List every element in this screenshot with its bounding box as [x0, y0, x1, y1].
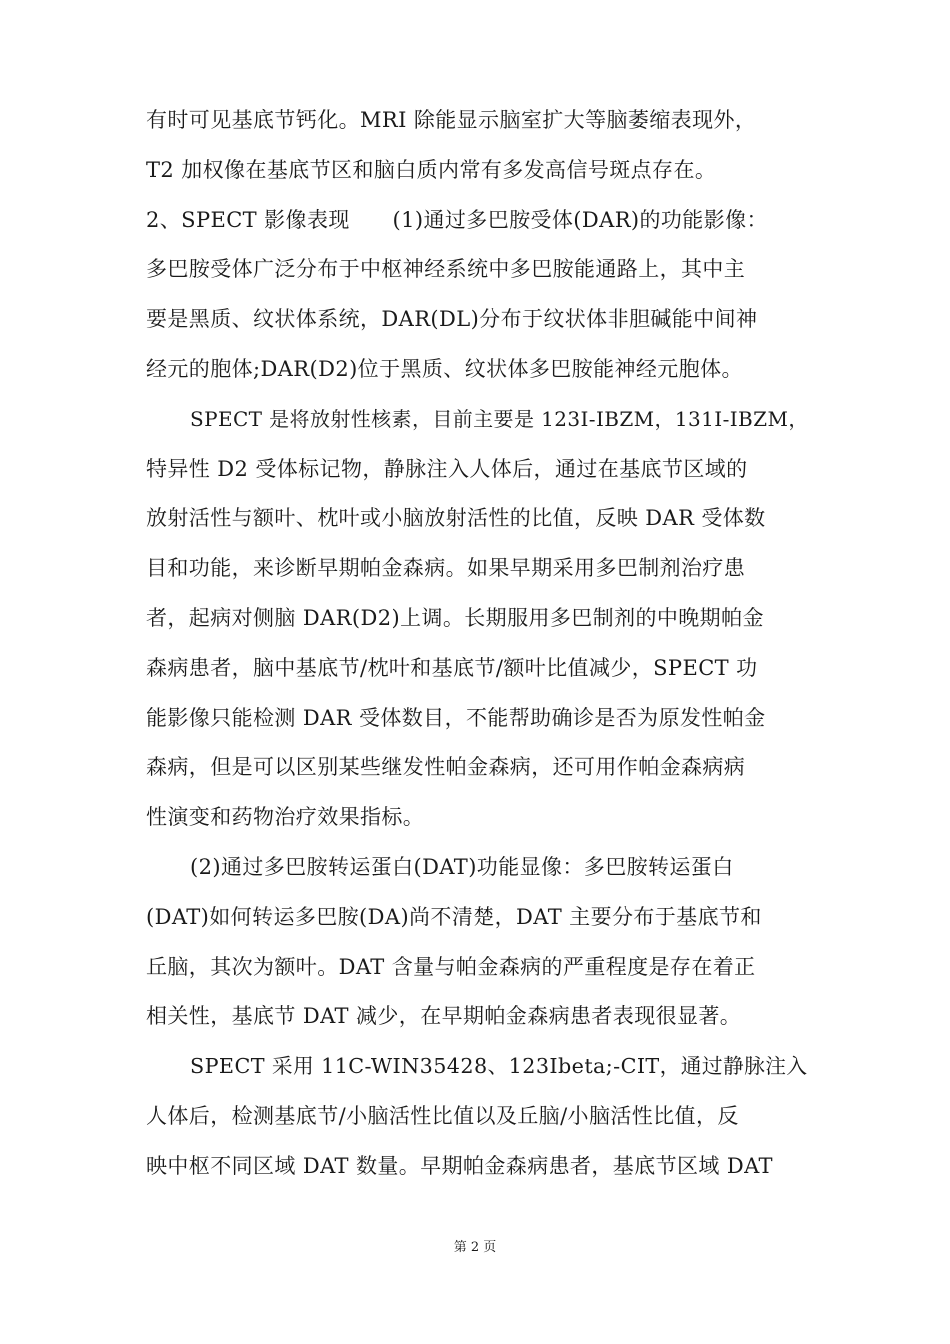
- text-line: 目和功能，来诊断早期帕金森病。如果早期采用多巴制剂治疗患: [146, 556, 746, 581]
- text-line: (DAT)如何转运多巴胺(DA)尚不清楚，DAT 主要分布于基底节和: [146, 904, 762, 929]
- text-line: 有时可见基底节钙化。MRI 除能显示脑室扩大等脑萎缩表现外，: [146, 108, 757, 132]
- text-line: 特异性 D2 受体标记物，静脉注入人体后，通过在基底节区域的: [146, 456, 748, 481]
- text-line: 人体后，检测基底节/小脑活性比值以及丘脑/小脑活性比值，反: [146, 1103, 739, 1128]
- text-line: 相关性，基底节 DAT 减少，在早期帕金森病患者表现很显著。: [146, 1004, 742, 1029]
- text-line: 性演变和药物治疗效果指标。: [146, 805, 425, 830]
- text-line: 2、SPECT 影像表现 (1)通过多巴胺受体(DAR)的功能影像：: [146, 207, 768, 232]
- text-line: 能影像只能检测 DAR 受体数目，不能帮助确诊是否为原发性帕金: [146, 705, 766, 730]
- text-line: SPECT 采用 11C-WIN35428、123Ibeta;-CIT，通过静脉注入: [190, 1054, 808, 1079]
- page-number: 第 2 页: [453, 1240, 497, 1255]
- body-text: [146, 96, 809, 1192]
- text-line: 丘脑，其次为额叶。DAT 含量与帕金森病的严重程度是存在着正: [146, 954, 756, 979]
- text-line: 森病，但是可以区别某些继发性帕金森病，还可用作帕金森病病: [146, 755, 746, 780]
- text-line: 要是黑质、纹状体系统，DAR(DL)分布于纹状体非胆碱能中间神: [146, 307, 758, 332]
- text-line: 经元的胞体;DAR(D2)位于黑质、纹状体多巴胺能神经元胞体。: [146, 356, 743, 381]
- text-line: 者，起病对侧脑 DAR(D2)上调。长期服用多巴制剂的中晚期帕金: [146, 605, 764, 630]
- text-line: (2)通过多巴胺转运蛋白(DAT)功能显像：多巴胺转运蛋白: [190, 854, 734, 879]
- text-line: 森病患者，脑中基底节/枕叶和基底节/额叶比值减少，SPECT 功: [146, 655, 758, 680]
- text-line: 放射活性与额叶、枕叶或小脑放射活性的比值，反映 DAR 受体数: [146, 506, 766, 531]
- text-line: 多巴胺受体广泛分布于中枢神经系统中多巴胺能通路上，其中主: [146, 257, 746, 282]
- text-line: 映中枢不同区域 DAT 数量。早期帕金森病患者，基底节区域 DAT: [146, 1153, 773, 1178]
- text-line: SPECT 是将放射性核素，目前主要是 123I-IBZM，131I-IBZM，: [190, 406, 809, 431]
- text-line: T2 加权像在基底节区和脑白质内常有多发高信号斑点存在。: [146, 157, 717, 182]
